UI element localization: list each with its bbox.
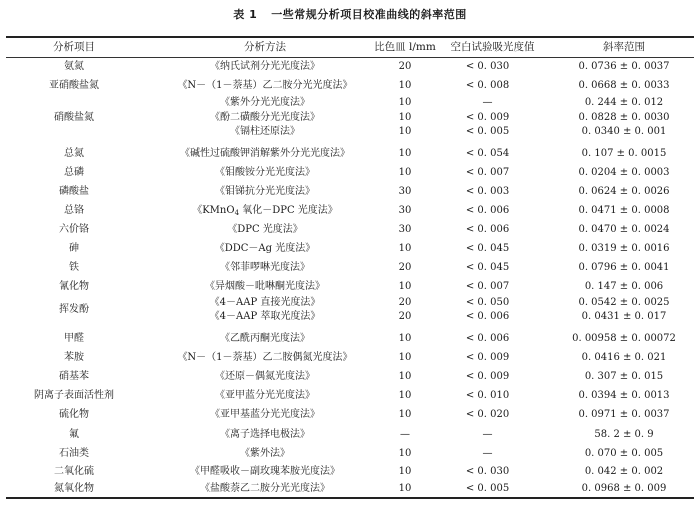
table-number: 表 1 xyxy=(233,8,258,21)
cell-method xyxy=(150,204,380,218)
cell-method: 《4－AAP 直接光度法》 xyxy=(209,297,321,308)
cell-item: 氰化物 xyxy=(59,281,89,292)
cell-method: 《紫外分光光度法》 xyxy=(220,97,310,108)
cell-blank: — xyxy=(482,429,493,440)
cell-slope: 0. 244 ± 0. 012 xyxy=(584,97,664,108)
cell-blank: < 0. 010 xyxy=(465,390,510,401)
header-item: 分析项目 xyxy=(53,41,95,53)
cell-slope: 0. 0340 ± 0. 001 xyxy=(581,126,667,137)
header-method: 分析方法 xyxy=(244,41,286,53)
cell-slope: 0. 0470 ± 0. 0024 xyxy=(578,224,670,235)
cell-item: 总磷 xyxy=(64,167,84,178)
cell-optical-path: 20 xyxy=(398,297,412,308)
cell-item: 苯胺 xyxy=(64,352,84,363)
cell-blank: < 0. 009 xyxy=(465,112,510,123)
cell-optical-path: 10 xyxy=(398,409,412,420)
method-text-post: 氧化－DPC 光度法》 xyxy=(239,205,338,216)
cell-item: 甲醛 xyxy=(64,333,84,344)
cell-blank: < 0. 030 xyxy=(465,61,510,72)
cell-item: 总铬 xyxy=(64,205,84,216)
cell-optical-path: 10 xyxy=(398,112,412,123)
cell-slope: 0. 0416 ± 0. 021 xyxy=(581,352,667,363)
cell-item: 氟 xyxy=(69,429,79,440)
cell-item xyxy=(10,125,138,139)
table-title: 一些常规分析项目校准曲线的斜率范围 xyxy=(271,8,467,21)
cell-item: 砷 xyxy=(69,243,79,254)
cell-slope: 0. 0431 ± 0. 017 xyxy=(581,311,667,322)
cell-slope: 0. 307 ± 0. 015 xyxy=(584,371,664,382)
cell-method: 《甲醛吸收－副玫瑰苯胺光度法》 xyxy=(190,466,340,477)
cell-optical-path: 10 xyxy=(398,390,412,401)
cell-slope: 58. 2 ± 0. 9 xyxy=(594,429,654,440)
table-caption xyxy=(0,6,700,22)
cell-item: 总氮 xyxy=(64,148,84,159)
cell-method: 《邻菲啰啉光度法》 xyxy=(220,262,310,273)
cell-item: 氨氮 xyxy=(64,61,84,72)
cell-item: 磷酸盐 xyxy=(59,186,89,197)
cell-item: 氮氧化物 xyxy=(54,483,94,494)
cell-optical-path: 10 xyxy=(398,97,412,108)
table-header-rule xyxy=(6,57,694,58)
cell-slope: 0. 0796 ± 0. 0041 xyxy=(578,262,670,273)
cell-optical-path: 30 xyxy=(398,205,412,216)
cell-method: 《DDC－Ag 光度法》 xyxy=(214,243,316,254)
cell-optical-path: 10 xyxy=(398,126,412,137)
cell-optical-path: 10 xyxy=(398,80,412,91)
cell-method: 《碱性过硫酸钾消解紫外分光光度法》 xyxy=(180,148,350,159)
cell-method: 《4－AAP 萃取光度法》 xyxy=(209,311,321,322)
cell-optical-path: 20 xyxy=(398,311,412,322)
cell-blank: < 0. 003 xyxy=(465,186,510,197)
cell-optical-path: — xyxy=(400,429,410,440)
cell-method: 《乙酰丙酮光度法》 xyxy=(220,333,310,344)
header-optical-path: 比色皿 l/mm xyxy=(374,41,436,53)
cell-blank: < 0. 007 xyxy=(465,281,510,292)
cell-slope: 0. 0542 ± 0. 0025 xyxy=(578,297,670,308)
cell-optical-path: 10 xyxy=(398,466,412,477)
cell-optical-path: 10 xyxy=(398,448,412,459)
cell-blank: — xyxy=(482,448,493,459)
cell-method: 《钼酸铵分光光度法》 xyxy=(215,167,315,178)
cell-optical-path: 10 xyxy=(398,352,412,363)
cell-blank: < 0. 007 xyxy=(465,167,510,178)
cell-optical-path: 10 xyxy=(398,148,412,159)
cell-method: 《紫外法》 xyxy=(240,448,290,459)
cell-item: 铁 xyxy=(69,262,79,273)
cell-method: 《还原－偶氮光度法》 xyxy=(215,371,315,382)
cell-slope: 0. 00958 ± 0. 00072 xyxy=(572,333,676,344)
cell-blank: < 0. 009 xyxy=(465,352,510,363)
cell-slope: 0. 0319 ± 0. 0016 xyxy=(578,243,670,254)
cell-blank: < 0. 050 xyxy=(465,297,510,308)
cell-slope: 0. 0668 ± 0. 0033 xyxy=(578,80,670,91)
cell-method: 《亚甲基蓝分光光度法》 xyxy=(210,409,320,420)
cell-blank: < 0. 054 xyxy=(465,148,510,159)
cell-item: 亚硝酸盐氮 xyxy=(49,80,99,91)
cell-optical-path: 10 xyxy=(398,333,412,344)
cell-slope: 0. 042 ± 0. 002 xyxy=(584,466,664,477)
cell-blank: < 0. 020 xyxy=(465,409,510,420)
cell-item: 石油类 xyxy=(59,448,89,459)
cell-blank: — xyxy=(482,97,493,108)
cell-item: 阴离子表面活性剂 xyxy=(34,390,114,401)
cell-optical-path: 10 xyxy=(398,281,412,292)
cell-item: 挥发酚 xyxy=(59,304,89,315)
cell-blank: < 0. 005 xyxy=(465,126,510,137)
cell-optical-path: 30 xyxy=(398,186,412,197)
cell-slope: 0. 0204 ± 0. 0003 xyxy=(578,167,670,178)
cell-slope: 0. 0968 ± 0. 009 xyxy=(581,483,667,494)
header-blank-absorbance: 空白试验吸光度值 xyxy=(450,41,535,53)
cell-blank: < 0. 030 xyxy=(465,466,510,477)
cell-optical-path: 10 xyxy=(398,167,412,178)
cell-method: 《酚二磺酸分光光度法》 xyxy=(210,112,320,123)
cell-method: 《N－（1－萘基）乙二胺偶氮光度法》 xyxy=(177,352,353,363)
cell-slope: 0. 0828 ± 0. 0030 xyxy=(578,112,670,123)
cell-slope: 0. 0624 ± 0. 0026 xyxy=(578,186,670,197)
cell-slope: 0. 0394 ± 0. 0013 xyxy=(578,390,670,401)
header-slope-range: 斜率范围 xyxy=(603,41,645,53)
cell-item: 硝酸盐氮 xyxy=(54,112,94,123)
cell-blank: < 0. 045 xyxy=(465,243,510,254)
cell-blank: < 0. 006 xyxy=(465,205,510,216)
cell-item: 硝基苯 xyxy=(59,371,89,382)
cell-slope: 0. 107 ± 0. 0015 xyxy=(581,148,667,159)
cell-item: 六价铬 xyxy=(59,224,89,235)
cell-method: 《钼锑抗分光光度法》 xyxy=(215,186,315,197)
cell-blank: < 0. 006 xyxy=(465,311,510,322)
cell-blank: < 0. 008 xyxy=(465,80,510,91)
cell-optical-path: 10 xyxy=(398,371,412,382)
cell-optical-path: 30 xyxy=(398,224,412,235)
cell-slope: 0. 0736 ± 0. 0037 xyxy=(578,61,670,72)
cell-method: 《N－（1－萘基）乙二胺分光光度法》 xyxy=(177,80,353,91)
cell-slope: 0. 0471 ± 0. 0008 xyxy=(578,205,670,216)
cell-optical-path: 10 xyxy=(398,243,412,254)
cell-method: 《纳氏试剂分光光度法》 xyxy=(210,61,320,72)
cell-slope: 0. 0971 ± 0. 0037 xyxy=(578,409,670,420)
method-text-pre: 《KMnO xyxy=(192,205,235,216)
table-bottom-rule xyxy=(6,497,694,499)
cell-method: 《亚甲蓝分光光度法》 xyxy=(215,390,315,401)
cell-blank: < 0. 006 xyxy=(465,224,510,235)
cell-optical-path: 20 xyxy=(398,61,412,72)
cell-blank: < 0. 045 xyxy=(465,262,510,273)
cell-item: 二氧化硫 xyxy=(54,466,94,477)
cell-optical-path: 20 xyxy=(398,262,412,273)
cell-item xyxy=(10,96,138,110)
cell-method: 《离子选择电极法》 xyxy=(220,429,310,440)
cell-method: 《镉柱还原法》 xyxy=(230,126,300,137)
cell-method: 《DPC 光度法》 xyxy=(227,224,303,235)
cell-slope: 0. 070 ± 0. 005 xyxy=(584,448,664,459)
method-subscript: 4 xyxy=(234,209,240,217)
cell-method: 《盐酸萘乙二胺分光光度法》 xyxy=(200,483,330,494)
cell-method: 《异烟酸－吡啉酮光度法》 xyxy=(205,281,325,292)
cell-item: 硫化物 xyxy=(59,409,89,420)
cell-blank: < 0. 009 xyxy=(465,371,510,382)
cell-slope: 0. 147 ± 0. 006 xyxy=(584,281,664,292)
cell-optical-path: 10 xyxy=(398,483,412,494)
cell-blank: < 0. 005 xyxy=(465,483,510,494)
cell-blank: < 0. 006 xyxy=(465,333,510,344)
